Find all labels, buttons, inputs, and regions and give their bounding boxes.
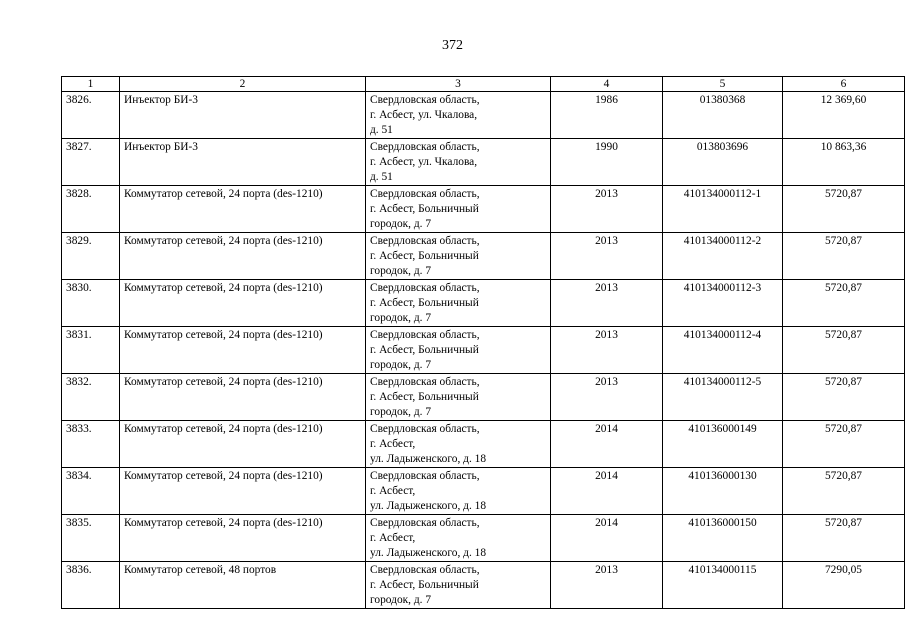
- inventory-number-cell: 013803696: [663, 139, 783, 186]
- row-number-cell: 3829.: [62, 233, 120, 280]
- item-name-cell: Инъектор БИ-3: [120, 92, 366, 139]
- year-cell: 2013: [551, 280, 663, 327]
- column-header-4: 4: [551, 77, 663, 92]
- inventory-number-cell: 410136000130: [663, 468, 783, 515]
- address-line: г. Асбест,: [370, 485, 416, 497]
- address-line: г. Асбест, Больничный: [370, 391, 479, 403]
- year-cell: 1986: [551, 92, 663, 139]
- address-cell: [366, 280, 551, 327]
- cost-cell: 5720,87: [783, 233, 905, 280]
- item-name-cell: Коммутатор сетевой, 24 порта (des-1210): [120, 421, 366, 468]
- row-number-cell: 3835.: [62, 515, 120, 562]
- cost-cell: 5720,87: [783, 186, 905, 233]
- address-cell: [366, 562, 551, 609]
- item-name-cell: Коммутатор сетевой, 24 порта (des-1210): [120, 280, 366, 327]
- column-header-1: 1: [62, 77, 120, 92]
- address-line: Свердловская область,: [370, 94, 480, 106]
- year-cell: 2013: [551, 327, 663, 374]
- address-line: д. 51: [370, 124, 393, 136]
- table-body: [62, 77, 905, 609]
- address-line: г. Асбест, Больничный: [370, 297, 479, 309]
- year-cell: 2013: [551, 374, 663, 421]
- item-name-cell: Коммутатор сетевой, 24 порта (des-1210): [120, 468, 366, 515]
- row-number-cell: 3826.: [62, 92, 120, 139]
- year-cell: 1990: [551, 139, 663, 186]
- table-row: [62, 562, 905, 609]
- column-header-3: 3: [366, 77, 551, 92]
- cost-cell: 5720,87: [783, 468, 905, 515]
- address-line: Свердловская область,: [370, 376, 480, 388]
- address-cell: [366, 139, 551, 186]
- address-cell: [366, 233, 551, 280]
- address-line: городок, д. 7: [370, 359, 432, 371]
- inventory-number-cell: 410136000150: [663, 515, 783, 562]
- column-header-6: 6: [783, 77, 905, 92]
- cost-cell: 7290,05: [783, 562, 905, 609]
- column-header-2: 2: [120, 77, 366, 92]
- table-row: [62, 468, 905, 515]
- address-line: г. Асбест, Больничный: [370, 579, 479, 591]
- table-row: [62, 280, 905, 327]
- address-line: городок, д. 7: [370, 218, 432, 230]
- address-line: Свердловская область,: [370, 423, 480, 435]
- row-number-cell: 3836.: [62, 562, 120, 609]
- address-line: г. Асбест, Больничный: [370, 203, 479, 215]
- item-name-cell: Коммутатор сетевой, 24 порта (des-1210): [120, 327, 366, 374]
- address-line: Свердловская область,: [370, 141, 480, 153]
- inventory-number-cell: 410134000115: [663, 562, 783, 609]
- address-line: г. Асбест,: [370, 532, 416, 544]
- address-line: ул. Ладыженского, д. 18: [370, 547, 487, 559]
- row-number-cell: 3832.: [62, 374, 120, 421]
- address-line: Свердловская область,: [370, 470, 480, 482]
- inventory-number-cell: 410136000149: [663, 421, 783, 468]
- address-line: городок, д. 7: [370, 265, 432, 277]
- item-name-cell: Коммутатор сетевой, 24 порта (des-1210): [120, 233, 366, 280]
- cost-cell: 12 369,60: [783, 92, 905, 139]
- table-row: [62, 139, 905, 186]
- cost-cell: 5720,87: [783, 374, 905, 421]
- row-number-cell: 3827.: [62, 139, 120, 186]
- column-header-5: 5: [663, 77, 783, 92]
- address-cell: [366, 186, 551, 233]
- table-row: [62, 421, 905, 468]
- inventory-number-cell: 410134000112-5: [663, 374, 783, 421]
- inventory-number-cell: 410134000112-2: [663, 233, 783, 280]
- address-line: городок, д. 7: [370, 312, 432, 324]
- item-name-cell: Коммутатор сетевой, 24 порта (des-1210): [120, 515, 366, 562]
- inventory-number-cell: 410134000112-4: [663, 327, 783, 374]
- row-number-cell: 3828.: [62, 186, 120, 233]
- cost-cell: 5720,87: [783, 280, 905, 327]
- cost-cell: 5720,87: [783, 515, 905, 562]
- address-line: д. 51: [370, 171, 393, 183]
- address-cell: [366, 327, 551, 374]
- table-row: [62, 233, 905, 280]
- address-line: ул. Ладыженского, д. 18: [370, 453, 487, 465]
- table-row: [62, 92, 905, 139]
- address-line: городок, д. 7: [370, 594, 432, 606]
- inventory-number-cell: 01380368: [663, 92, 783, 139]
- year-cell: 2014: [551, 468, 663, 515]
- inventory-number-cell: 410134000112-3: [663, 280, 783, 327]
- address-line: г. Асбест, ул. Чкалова,: [370, 156, 478, 168]
- address-line: Свердловская область,: [370, 329, 480, 341]
- year-cell: 2013: [551, 233, 663, 280]
- year-cell: 2014: [551, 515, 663, 562]
- address-line: Свердловская область,: [370, 188, 480, 200]
- table-row: [62, 186, 905, 233]
- item-name-cell: Коммутатор сетевой, 24 порта (des-1210): [120, 186, 366, 233]
- row-number-cell: 3831.: [62, 327, 120, 374]
- row-number-cell: 3830.: [62, 280, 120, 327]
- year-cell: 2013: [551, 562, 663, 609]
- table-row: [62, 327, 905, 374]
- address-line: Свердловская область,: [370, 282, 480, 294]
- property-registry-table: [61, 76, 905, 609]
- cost-cell: 5720,87: [783, 327, 905, 374]
- address-line: Свердловская область,: [370, 517, 480, 529]
- address-cell: [366, 92, 551, 139]
- table-row: [62, 515, 905, 562]
- year-cell: 2014: [551, 421, 663, 468]
- address-line: городок, д. 7: [370, 406, 432, 418]
- address-line: г. Асбест,: [370, 438, 416, 450]
- address-line: г. Асбест, Больничный: [370, 250, 479, 262]
- item-name-cell: Коммутатор сетевой, 24 порта (des-1210): [120, 374, 366, 421]
- cost-cell: 10 863,36: [783, 139, 905, 186]
- address-cell: [366, 468, 551, 515]
- item-name-cell: Коммутатор сетевой, 48 портов: [120, 562, 366, 609]
- year-cell: 2013: [551, 186, 663, 233]
- address-line: г. Асбест, Больничный: [370, 344, 479, 356]
- row-number-cell: 3833.: [62, 421, 120, 468]
- inventory-number-cell: 410134000112-1: [663, 186, 783, 233]
- address-cell: [366, 515, 551, 562]
- cost-cell: 5720,87: [783, 421, 905, 468]
- item-name-cell: Инъектор БИ-3: [120, 139, 366, 186]
- address-cell: [366, 374, 551, 421]
- address-line: Свердловская область,: [370, 564, 480, 576]
- address-line: Свердловская область,: [370, 235, 480, 247]
- row-number-cell: 3834.: [62, 468, 120, 515]
- address-cell: [366, 421, 551, 468]
- table-row: [62, 374, 905, 421]
- column-number-row: [62, 77, 905, 92]
- page-number: 372: [442, 38, 463, 53]
- address-line: г. Асбест, ул. Чкалова,: [370, 109, 478, 121]
- address-line: ул. Ладыженского, д. 18: [370, 500, 487, 512]
